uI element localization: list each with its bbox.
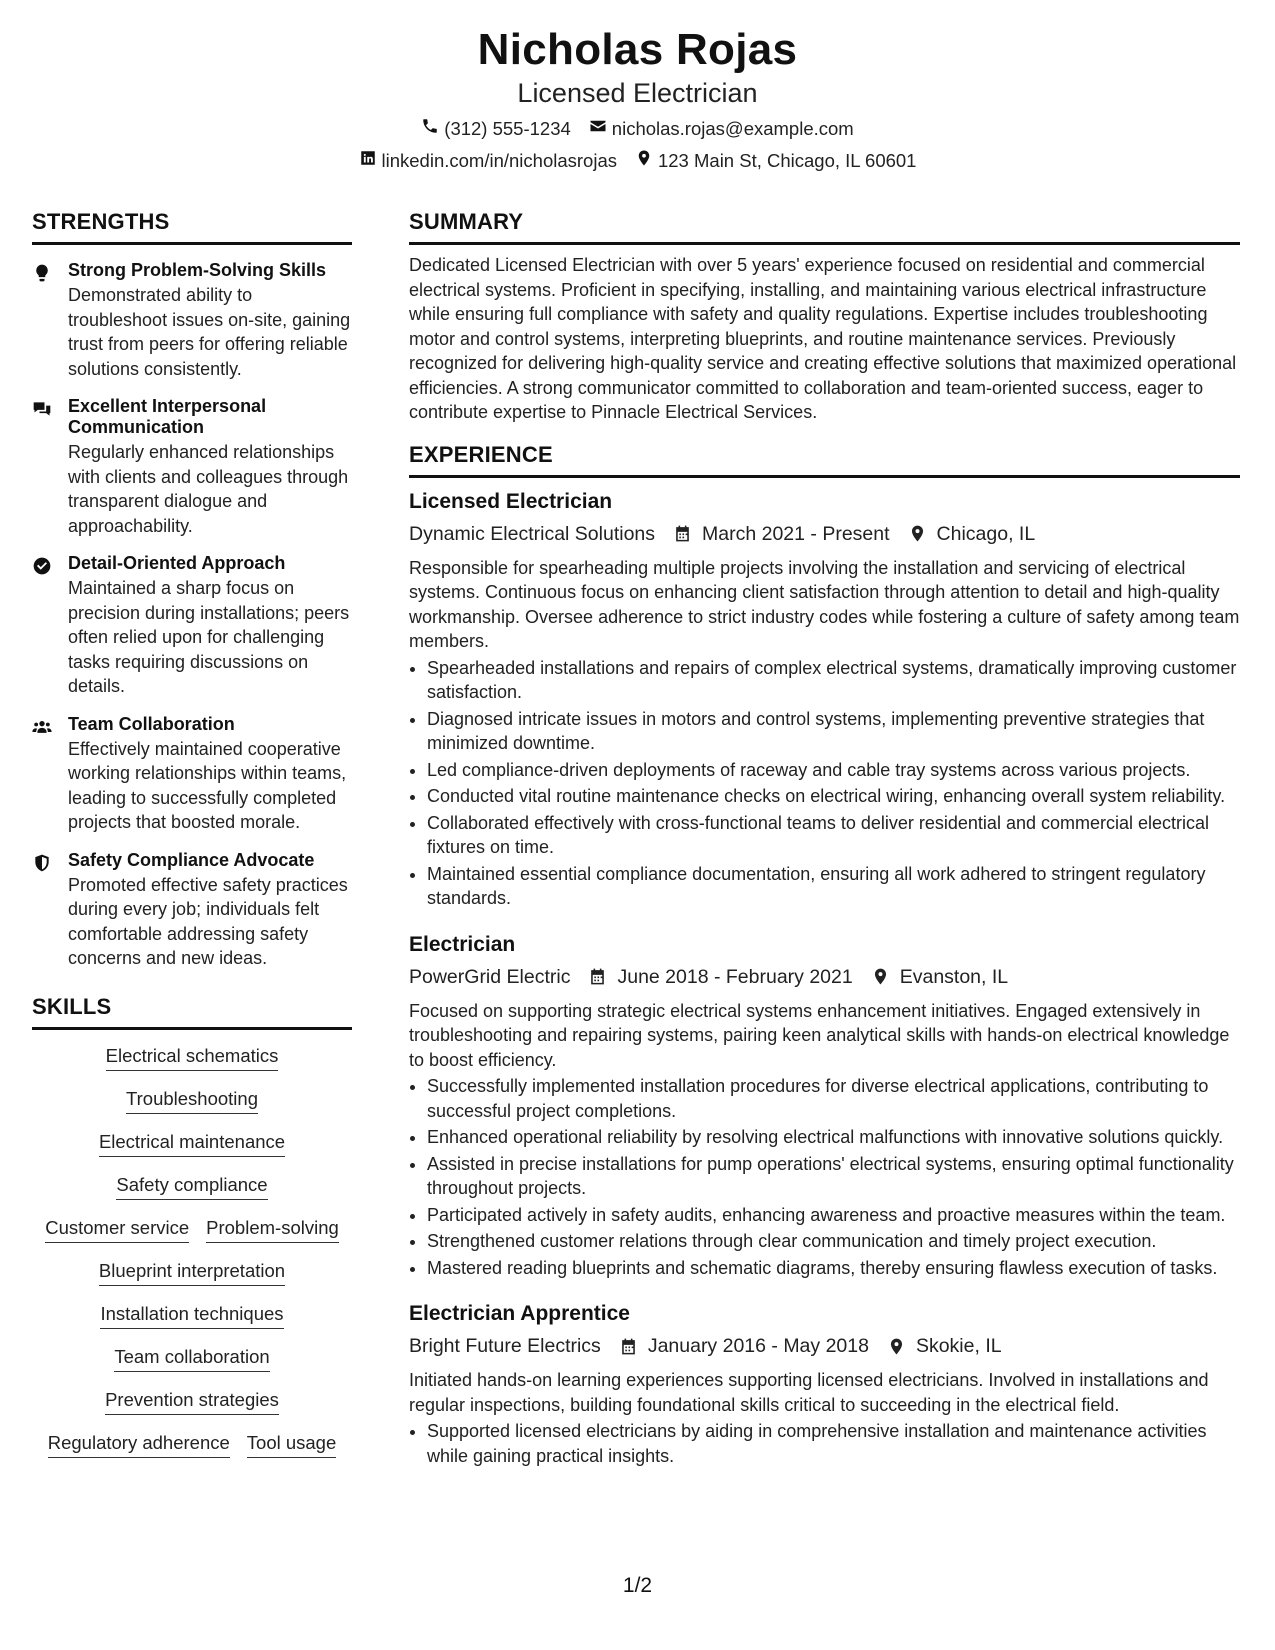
bullet-item: • Diagnosed intricate issues in motors and control systems, implementing preventive strategies that minimized downtime. [427, 707, 1240, 756]
phone-text: (312) 555-1234 [444, 118, 571, 139]
job-title: Electrician [409, 932, 516, 956]
phone-icon [421, 116, 439, 142]
job-meta [409, 520, 1240, 548]
strength-title: Safety Compliance Advocate [68, 849, 315, 870]
strength-item [32, 714, 352, 835]
bullet-item: • Mastered reading blueprints and schematic diagrams, thereby ensuring flawless execution of tasks. [427, 1256, 1240, 1281]
bullet-item: • Strengthened customer relations through clear communication and timely project execution. [427, 1229, 1240, 1254]
calendar-icon [619, 1337, 638, 1356]
resume-header [0, 22, 1275, 174]
strength-item [32, 260, 352, 381]
company-name: PowerGrid Electric [409, 965, 571, 988]
bullet-item: • Spearheaded installations and repairs of complex electrical systems, dramatically improving customer satisfaction. [427, 656, 1240, 705]
skill-row [32, 1345, 352, 1372]
experience-heading: EXPERIENCE [409, 441, 1240, 478]
check-circle-icon [32, 553, 54, 699]
phone-contact [421, 116, 571, 142]
linkedin-icon [359, 148, 377, 174]
company-name: Dynamic Electrical Solutions [409, 522, 656, 545]
skill-tag: Problem-solving [206, 1216, 339, 1243]
strength-desc: Regularly enhanced relationships with clients and colleagues through transparent dialogue and approachability. [68, 442, 349, 536]
bullet-item: • Collaborated effectively with cross-functional teams to deliver residential and commercial electrical fixtures on time. [427, 811, 1240, 860]
bullet-item: • Successfully implemented installation procedures for diverse electrical applications, contributing to successful project completions. [427, 1074, 1240, 1123]
map-marker-icon [871, 967, 890, 986]
map-marker-icon [908, 524, 927, 543]
strength-item [32, 553, 352, 699]
company-name: Bright Future Electrics [409, 1335, 601, 1357]
skill-row [32, 1173, 352, 1200]
job-meta [409, 963, 1240, 991]
map-marker-icon [887, 1337, 906, 1356]
job-meta [409, 1332, 1240, 1360]
skill-row [32, 1087, 352, 1114]
skill-row [32, 1259, 352, 1286]
comments-icon [32, 396, 54, 538]
job-description: Responsible for spearheading multiple projects involving the installation and servicing of electrical systems. Continuous focus on enhancing client satisfaction through attention to detail and high-quality workmanship. Oversee adherence to strict industry codes while fostering a culture of safety among team members. [409, 557, 1240, 651]
skill-row [32, 1216, 352, 1243]
strength-title: Strong Problem-Solving Skills [68, 260, 327, 280]
bullet-item: • Maintained essential compliance documentation, ensuring all work adhered to stringent regulatory standards. [427, 862, 1240, 911]
job-entry [409, 931, 1240, 1281]
job-entry [409, 488, 1240, 911]
job-dates: June 2018 - February 2021 [617, 965, 853, 988]
skill-tag: Customer service [45, 1216, 189, 1243]
candidate-name: Nicholas Rojas [477, 25, 798, 74]
job-title: Licensed Electrician [409, 489, 613, 513]
skill-row [32, 1431, 352, 1458]
strength-desc: Effectively maintained cooperative working relationships within teams, leading to successfully completed projects that boosted morale. [68, 738, 347, 832]
map-marker-icon [635, 148, 653, 174]
address-contact [635, 148, 917, 174]
experience-section [409, 441, 1240, 1469]
bullet-item: • Participated actively in safety audits, enhancing awareness and proactive measures within the team. [427, 1203, 1240, 1228]
job-location: Chicago, IL [936, 522, 1036, 545]
calendar-icon [588, 967, 607, 986]
calendar-icon [673, 524, 692, 543]
users-icon [32, 714, 54, 835]
skill-tag: Troubleshooting [126, 1087, 258, 1114]
right-column [409, 208, 1240, 1470]
envelope-icon [589, 116, 607, 142]
job-dates: March 2021 - Present [702, 522, 890, 545]
lightbulb-icon [32, 260, 54, 381]
job-location: Evanston, IL [899, 965, 1009, 988]
skill-row [32, 1130, 352, 1157]
strengths-heading: STRENGTHS [32, 208, 352, 245]
skills-list [32, 1044, 352, 1458]
strength-item [32, 396, 352, 538]
page-indicator: 1/2 [622, 1574, 653, 1597]
bullet-item: • Supported licensed electricians by aiding in comprehensive installation and maintenance activities while gaining practical insights. [427, 1419, 1240, 1468]
skills-heading: SKILLS [32, 993, 352, 1030]
skill-tag: Safety compliance [116, 1173, 267, 1200]
strength-item [32, 850, 352, 971]
shield-icon [32, 850, 54, 971]
address-text: 123 Main St, Chicago, IL 60601 [657, 150, 917, 171]
skill-tag: Team collaboration [114, 1345, 269, 1372]
job-bullets [409, 1419, 1240, 1468]
job-dates: January 2016 - May 2018 [647, 1335, 869, 1357]
skill-tag: Prevention strategies [105, 1388, 279, 1415]
bullet-item: • Led compliance-driven deployments of raceway and cable tray systems across various projects. [427, 758, 1240, 783]
summary-heading: SUMMARY [409, 208, 1240, 245]
skill-tag: Electrical maintenance [99, 1130, 285, 1157]
job-description: Focused on supporting strategic electrical systems enhancement initiatives. Engaged extensively in troubleshooting and repairing systems, pairing keen analytical skills with hands-on electrical knowledge to boost efficiency. [409, 1000, 1230, 1070]
job-title: Electrician Apprentice [409, 1302, 630, 1325]
skill-tag: Blueprint interpretation [99, 1259, 285, 1286]
skill-tag: Tool usage [247, 1431, 336, 1458]
bullet-item: • Assisted in precise installations for pump operations' electrical systems, ensuring optimal functionality throughout projects. [427, 1152, 1240, 1201]
strength-desc: Demonstrated ability to troubleshoot issues on-site, gaining trust from peers for offering reliable solutions consistently. [68, 285, 351, 379]
skill-row [32, 1044, 352, 1071]
contact-row-1 [0, 116, 1275, 142]
strength-desc: Maintained a sharp focus on precision during installations; peers often relied upon for challenging tasks requiring discussions on details. [68, 578, 350, 696]
skill-tag: Electrical schematics [106, 1044, 279, 1071]
skill-tag: Installation techniques [100, 1302, 283, 1329]
skill-tag: Regulatory adherence [48, 1431, 230, 1458]
strength-title: Team Collaboration [68, 713, 235, 734]
summary-text: Dedicated Licensed Electrician with over 5 years' experience focused on residential and commercial electrical systems. Proficient in specifying, installing, and maintaining various electrical infrastructure while ensuring full compliance with safety and quality regulations. Expertise includes troubleshooting motor and control systems, interpreting blueprints, and routine maintenance services. Previously recognized for delivering high-quality service and creating effective solutions that maximized operational efficiencies. A strong communicator committed to collaboration and team-oriented success, eager to contribute expertise to Pinnacle Electrical Services. [409, 255, 1237, 422]
email-text[interactable]: nicholas.rojas@example.com [611, 118, 854, 139]
job-description: Initiated hands-on learning experiences supporting licensed electricians. Involved in installations and regular inspections, building foundational skills critical to succeeding in the electrical field. [409, 1370, 1209, 1415]
bullet-item: • Conducted vital routine maintenance checks on electrical wiring, enhancing overall system reliability. [427, 784, 1240, 809]
strength-desc: Promoted effective safety practices during every job; individuals felt comfortable addressing safety concerns and new ideas. [68, 874, 348, 968]
job-location: Skokie, IL [915, 1335, 1002, 1357]
contact-row-2 [0, 148, 1275, 174]
linkedin-text[interactable]: linkedin.com/in/nicholasrojas [381, 150, 617, 171]
job-bullets [409, 1074, 1240, 1280]
job-entry [409, 1300, 1240, 1468]
bullet-item: • Enhanced operational reliability by resolving electrical malfunctions with innovative solutions quickly. [427, 1125, 1240, 1150]
linkedin-contact[interactable] [359, 148, 617, 174]
candidate-title: Licensed Electrician [517, 78, 758, 108]
strength-title: Detail-Oriented Approach [68, 553, 286, 573]
strength-title: Excellent Interpersonal Communication [68, 396, 267, 437]
left-column [32, 208, 352, 1474]
skill-row [32, 1388, 352, 1415]
job-bullets [409, 656, 1240, 911]
skill-row [32, 1302, 352, 1329]
email-contact[interactable] [589, 116, 854, 142]
